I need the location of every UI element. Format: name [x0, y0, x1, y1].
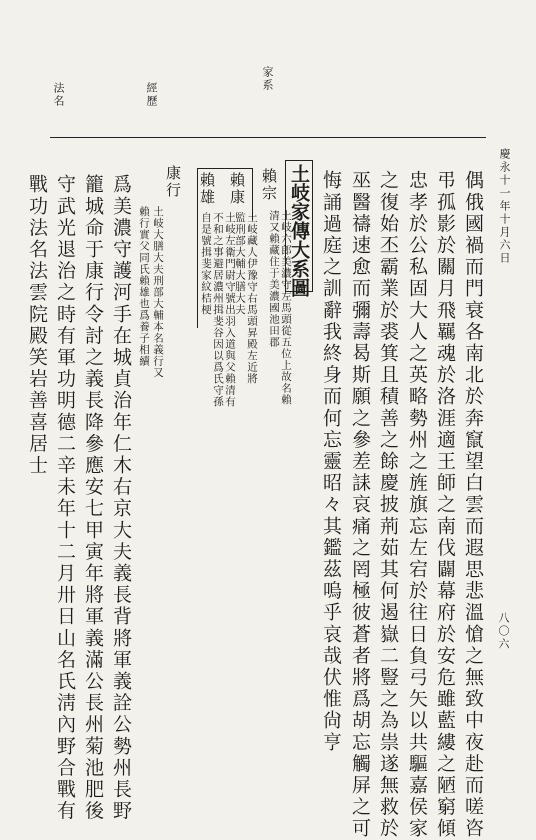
body-line-4: 之復始丕霸業於裘箕且積善之餘慶披荊茹其何遏嶽二豎之為祟遂無救於 [377, 170, 399, 840]
document-date: 慶永十一年十月六日 [498, 148, 511, 265]
header-rule [50, 137, 486, 138]
body-line-2: 弔孤影於關月飛羈魂於洛涯適王師之南伐闢幕府於安危雖藍縷之陋窮傾 [434, 170, 456, 840]
entry-name-yorimune: 賴宗 [260, 168, 278, 202]
entry-note-yorio: 土岐左衛門尉守號出羽入道與父賴清有不和之事避居濃州揖斐谷因以爲氏守孫自是號揖斐家紋桔梗 [200, 212, 236, 408]
genealogy-bracket [197, 168, 253, 169]
entry-note-yorimune: 土岐六郎美濃守左馬頭從五位上故名賴清又賴藏住于美濃國池田郡 [268, 210, 292, 406]
yasuyuki-line-1: 爲美濃守護河手在城貞治年仁木右京大夫義長背將軍義詮公勢州長野 [110, 174, 132, 822]
body-line-5: 巫醫禱速愈而彌壽曷斯願之參差誄哀痛之罔極彼蒼者將爲胡忘觸屏之可 [349, 170, 371, 840]
yasuyuki-line-3: 守武光退治之時有軍功明德二辛未年十二月卅日山名氏淸內野合戰有 [54, 174, 76, 822]
yasuyuki-line-4: 戰功法名法雲院殿笑岩善喜居士 [26, 174, 48, 477]
yasuyuki-line-2: 籠城命于康行令討之義長降參應安七甲寅年將軍義滿公長州菊池肥後 [82, 174, 104, 822]
header-kakei: 家系 [261, 66, 274, 92]
yasuyuki-note-2: 賴行實父同氏賴雄也爲養子相續 [138, 206, 150, 367]
body-line-1: 偶俄國禍而門衰各南北於奔竄望白雲而遐思悲溫愴之無致中夜赴而嗟咨 [462, 170, 484, 840]
entry-note-yoriyasu: 土岐藏人伊豫守右馬頭昇殿左近將監刑部大輔大膳大夫 [234, 212, 258, 385]
yasuyuki-note-1: 土岐大膳大夫刑部大輔本名義行又 [152, 206, 164, 379]
section-title: 土岐家傳大系圖 [288, 164, 310, 297]
entry-name-yorio: 賴雄 [198, 172, 216, 206]
page-number: 八〇六 [497, 612, 510, 651]
header-homyo: 法名 [52, 82, 65, 108]
entry-name-yasuyuki: 康行 [164, 165, 182, 199]
entry-name-yoriyasu: 賴康 [228, 172, 246, 206]
body-line-3: 忠孝於公私固大人之英略勢州之旌旗忘左宕於往日負弓矢以共驅嘉侯家 [406, 170, 428, 840]
header-keireki: 經歷 [145, 82, 158, 108]
genealogy-line-2 [197, 168, 198, 328]
body-line-6: 悔誦過庭之訓辭我終身而何忘靈昭々其鑑茲嗚乎哀哉伏惟尙亨 [320, 170, 342, 754]
